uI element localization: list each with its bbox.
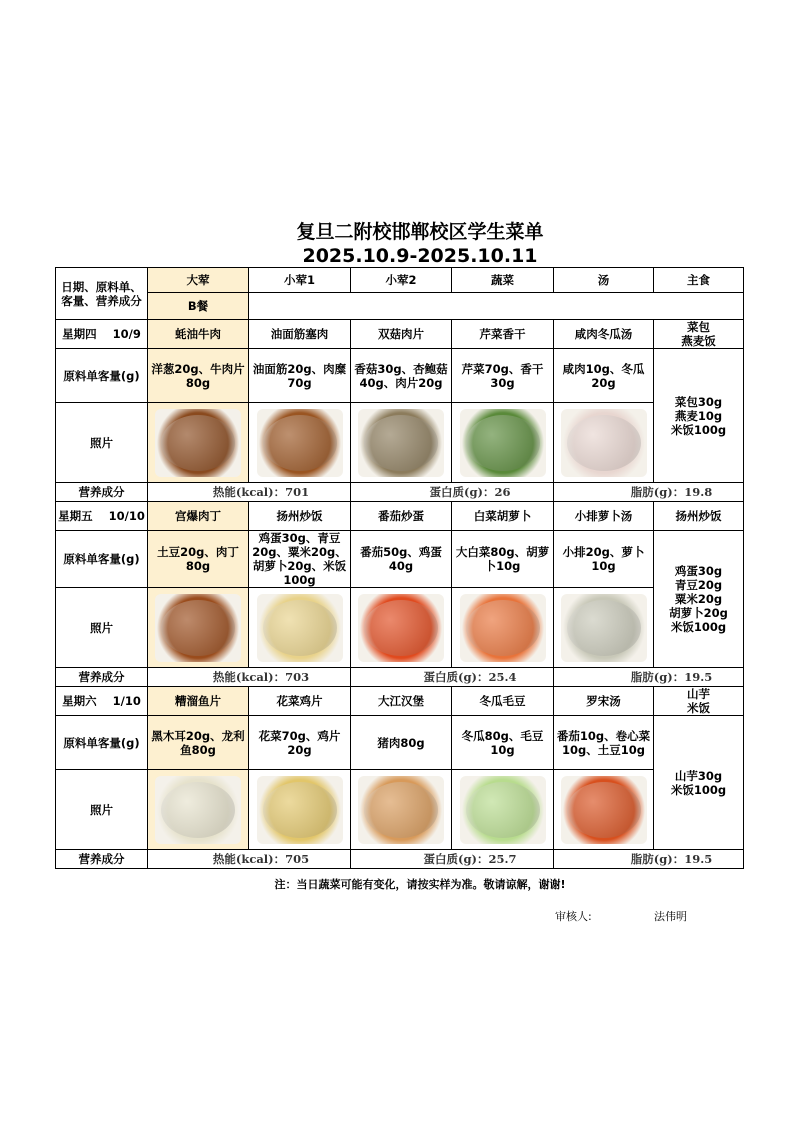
menu-table [55, 267, 744, 869]
col-header-side-meat-2: 小荤2 [351, 268, 452, 293]
dish-name: 大江汉堡 [351, 687, 452, 716]
dish-photo-cell [554, 770, 654, 850]
dish-photo [358, 409, 444, 477]
dish-name: 白菜胡萝卜 [452, 502, 554, 531]
dish-photo-cell [249, 403, 351, 483]
dish-name: 扬州炒饭 [249, 502, 351, 531]
ingredient-cell: 番茄10g、卷心菜10g、土豆10g [554, 716, 654, 770]
ingredients-label: 原料单客量(g) [56, 349, 148, 403]
ingredients-label: 原料单客量(g) [56, 531, 148, 588]
dish-photo [561, 409, 647, 477]
dish-name: 小排萝卜汤 [554, 502, 654, 531]
ingredient-cell: 番茄50g、鸡蛋40g [351, 531, 452, 588]
dish-photo [561, 594, 647, 662]
dish-name: 芹菜香干 [452, 320, 554, 349]
dish-name: 罗宋汤 [554, 687, 654, 716]
dish-photo [155, 409, 241, 477]
date-range: 2025.10.9-2025.10.11 [302, 245, 538, 267]
dish-photo-cell [554, 403, 654, 483]
reviewer-label: 审核人: [555, 910, 592, 923]
menu-title: 复旦二附校邯郸校区学生菜单 [296, 221, 544, 243]
protein-value: 蛋白质(g)：25.4 [351, 668, 554, 687]
fat-value: 脂肪(g)：19.8 [554, 483, 744, 502]
ingredient-cell: 花菜70g、鸡片20g [249, 716, 351, 770]
energy-value: 热能(kcal)：703 [148, 668, 351, 687]
photo-label: 照片 [56, 588, 148, 668]
protein-value: 蛋白质(g)：26 [351, 483, 554, 502]
ingredient-cell: 鸡蛋30g、青豆20g、粟米20g、胡萝卜20g、米饭100g [249, 531, 351, 588]
dish-photo-cell [554, 588, 654, 668]
nutrition-label: 营养成分 [56, 850, 148, 869]
dish-photo-cell [452, 588, 554, 668]
protein-value: 蛋白质(g)：25.7 [351, 850, 554, 869]
dish-photo [155, 776, 241, 844]
dish-name: 冬瓜毛豆 [452, 687, 554, 716]
dish-photo [358, 776, 444, 844]
day-date: 星期四 10/9 [56, 320, 148, 349]
col-header-soup: 汤 [554, 268, 654, 293]
dish-name: 蚝油牛肉 [148, 320, 249, 349]
ingredient-cell: 土豆20g、肉丁80g [148, 531, 249, 588]
dish-name: 油面筋塞肉 [249, 320, 351, 349]
dish-photo-cell [351, 770, 452, 850]
dish-name: 扬州炒饭 [654, 502, 744, 531]
ingredient-cell: 小排20g、萝卜10g [554, 531, 654, 588]
dish-name: 双菇肉片 [351, 320, 452, 349]
dish-name: 咸肉冬瓜汤 [554, 320, 654, 349]
fat-value: 脂肪(g)：19.5 [554, 668, 744, 687]
dish-photo [460, 594, 546, 662]
dish-photo-cell [452, 403, 554, 483]
dish-photo [257, 409, 343, 477]
ingredient-cell: 油面筋20g、肉糜70g [249, 349, 351, 403]
ingredients-label: 原料单客量(g) [56, 716, 148, 770]
energy-value: 热能(kcal)：701 [148, 483, 351, 502]
dish-photo-cell [351, 588, 452, 668]
dish-photo [460, 409, 546, 477]
ingredient-cell: 猪肉80g [351, 716, 452, 770]
nutrition-label: 营养成分 [56, 483, 148, 502]
dish-photo [460, 776, 546, 844]
dish-name: 山芋 米饭 [654, 687, 744, 716]
ingredient-cell: 芹菜70g、香干30g [452, 349, 554, 403]
ingredient-cell: 大白菜80g、胡萝卜10g [452, 531, 554, 588]
dish-photo-cell [148, 403, 249, 483]
dish-photo-cell [148, 588, 249, 668]
dish-photo [257, 776, 343, 844]
reviewer-name: 法伟明 [654, 910, 687, 923]
col-header-main-meat: 大荤 [148, 268, 249, 293]
dish-name: 番茄炒蛋 [351, 502, 452, 531]
ingredient-cell: 冬瓜80g、毛豆10g [452, 716, 554, 770]
dish-photo [155, 594, 241, 662]
col-header-side-meat-1: 小荤1 [249, 268, 351, 293]
dish-photo [358, 594, 444, 662]
staple-ingredients: 菜包30g 燕麦10g 米饭100g [654, 349, 744, 483]
dish-photo-cell [351, 403, 452, 483]
ingredient-cell: 黑木耳20g、龙利鱼80g [148, 716, 249, 770]
dish-photo [257, 594, 343, 662]
energy-value: 热能(kcal)：705 [148, 850, 351, 869]
dish-name: 花菜鸡片 [249, 687, 351, 716]
meal-label: B餐 [148, 293, 249, 320]
col-header-staple: 主食 [654, 268, 744, 293]
ingredient-cell: 咸肉10g、冬瓜20g [554, 349, 654, 403]
dish-photo-cell [249, 588, 351, 668]
dish-photo [561, 776, 647, 844]
photo-label: 照片 [56, 403, 148, 483]
meal-blank [249, 293, 744, 320]
staple-ingredients: 鸡蛋30g 青豆20g 粟米20g 胡萝卜20g 米饭100g [654, 531, 744, 668]
fat-value: 脂肪(g)：19.5 [554, 850, 744, 869]
staple-ingredients: 山芋30g 米饭100g [654, 716, 744, 850]
day-date: 星期五 10/10 [56, 502, 148, 531]
day-date: 星期六 1/10 [56, 687, 148, 716]
col-header-vegetable: 蔬菜 [452, 268, 554, 293]
ingredient-cell: 洋葱20g、牛肉片80g [148, 349, 249, 403]
footnote: 注：当日蔬菜可能有变化，请按实样为准。敬请谅解，谢谢! [274, 878, 566, 891]
ingredient-cell: 香菇30g、杏鲍菇40g、肉片20g [351, 349, 452, 403]
nutrition-label: 营养成分 [56, 668, 148, 687]
photo-label: 照片 [56, 770, 148, 850]
dish-name: 糟溜鱼片 [148, 687, 249, 716]
dish-name: 菜包 燕麦饭 [654, 320, 744, 349]
dish-photo-cell [249, 770, 351, 850]
dish-name: 宫爆肉丁 [148, 502, 249, 531]
corner-header: 日期、原料单、客量、营养成分 [56, 268, 148, 320]
dish-photo-cell [148, 770, 249, 850]
dish-photo-cell [452, 770, 554, 850]
